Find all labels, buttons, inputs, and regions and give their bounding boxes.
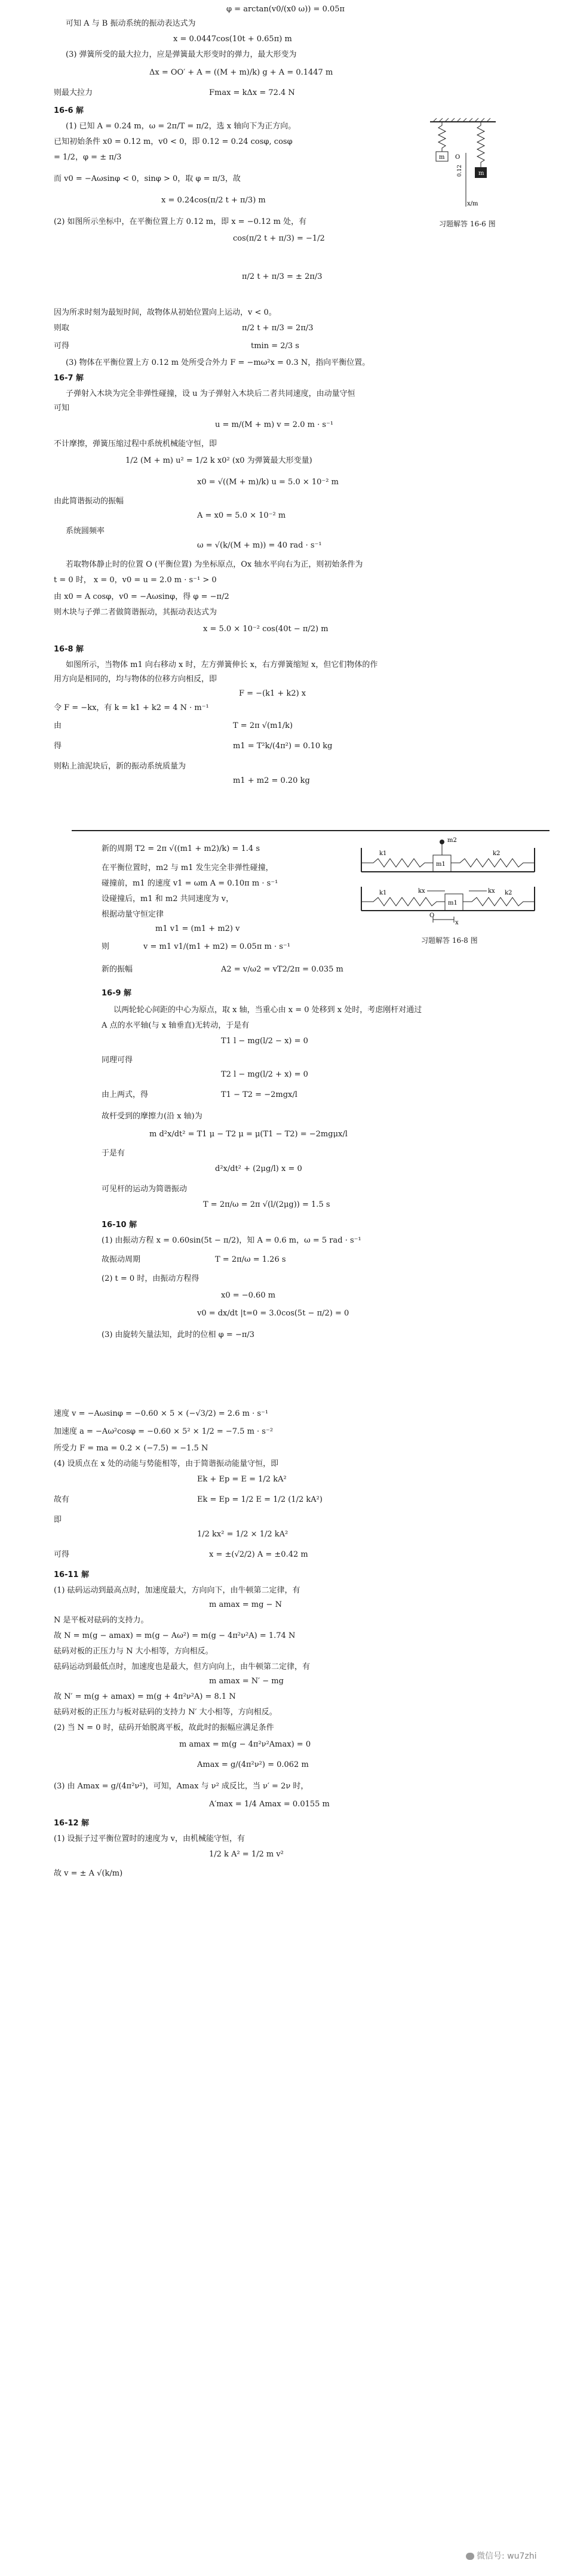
text: N 是平板对砝码的支持力。 xyxy=(54,1616,149,1625)
text: 所受力 F = ma = 0.2 × (−7.5) = −1.5 N xyxy=(54,1444,208,1453)
text: 加速度 a = −Aω²cosφ = −0.60 × 5² × 1/2 = −7.5 m · s⁻² xyxy=(54,1427,274,1436)
text: (3) 物体在平衡位置上方 0.12 m 处所受合外力 F = −mω²x = 0.3 N，指向平衡位置。 xyxy=(66,358,370,367)
page-separator xyxy=(72,830,549,831)
eq: 1/2 kx² = 1/2 × 1/2 kA² xyxy=(197,1530,288,1539)
text: 用方向是相同的，均与物体的位移方向相反，即 xyxy=(54,675,217,684)
eq: T = 2π √(m1/k) xyxy=(233,721,293,730)
origin-label: O xyxy=(455,154,461,161)
text: (3) 由 Amax = g/(4π²ν²)，可知，Amax 与 ν² 成反比，当 ν′ = 2ν 时， xyxy=(54,1782,309,1791)
axis-label: x/m xyxy=(467,201,478,207)
text: 由此简谐振动的振幅 xyxy=(54,497,124,506)
eq: cos(π/2 t + π/3) = −1/2 xyxy=(233,234,325,243)
text: 速度 v = −Aωsinφ = −0.60 × 5 × (−√3/2) = 2.6 m · s⁻¹ xyxy=(54,1409,269,1418)
text: (1) 已知 A = 0.24 m，ω = 2π/T = π/2，选 x 轴向下为正方向。 xyxy=(66,122,296,131)
block-label: m xyxy=(439,154,445,161)
text: 可知 xyxy=(54,404,70,413)
eq: m d²x/dt² = T1 μ − T2 μ = μ(T1 − T2) = −2mgμx/l xyxy=(149,1130,348,1139)
eq: x = 5.0 × 10⁻² cos(40t − π/2) m xyxy=(203,625,329,634)
text: A 点的水平轴(与 x 轴垂直)无转动，于是有 xyxy=(102,1021,250,1030)
eq: Amax = g/(4π²ν²) = 0.062 m xyxy=(197,1760,309,1769)
eq: T = 2π/ω = 2π √(l/(2μg)) = 1.5 s xyxy=(203,1200,330,1209)
text: 不计摩擦，弹簧压缩过程中系统机械能守恒，即 xyxy=(54,439,217,448)
eq: m amax = mg − N xyxy=(209,1600,282,1609)
eq: m1 v1 = (m1 + m2) v xyxy=(155,924,240,933)
text: 根据动量守恒定律 xyxy=(102,910,164,919)
kx-label: kx xyxy=(418,888,425,894)
text: 子弹射入木块为完全非弹性碰撞，设 u 为子弹射入木块后二者共同速度，由动量守恒 xyxy=(66,389,355,398)
text: 于是有 xyxy=(102,1149,125,1158)
x-label: x xyxy=(455,920,459,926)
spring-right xyxy=(477,122,484,167)
block-label: m xyxy=(478,170,484,177)
text: (1) 设振子过平衡位置时的速度为 v，由机械能守恒，有 xyxy=(54,1834,245,1843)
eq: φ = arctan(v0/(x0 ω)) = 0.05π xyxy=(226,5,345,14)
eq: T1 l − mg(l/2 − x) = 0 xyxy=(221,1037,308,1046)
eq: A2 = v/ω2 = vT2/2π = 0.035 m xyxy=(221,965,343,974)
eq: x = 0.0447cos(10t + 0.65π) m xyxy=(173,35,292,44)
problem-heading: 16-7 解 xyxy=(54,374,84,383)
text: 故 N′ = m(g + amax) = m(g + 4π²ν²A) = 8.1 N xyxy=(54,1692,236,1701)
text: (2) t = 0 时，由振动方程得 xyxy=(102,1274,199,1283)
kx-label: kx xyxy=(488,888,495,894)
problem-heading: 16-12 解 xyxy=(54,1819,90,1828)
figure-caption: 习题解答 16-8 图 xyxy=(421,936,478,945)
text: 故杆受到的摩擦力(沿 x 轴)为 xyxy=(102,1112,202,1121)
eq: Δx = OO′ + A = ((M + m)/k) g + A = 0.1447 m xyxy=(149,68,333,77)
k1-label: k1 xyxy=(379,850,387,857)
problem-heading: 16-6 解 xyxy=(54,106,84,115)
eq: 1/2 (M + m) u² = 1/2 k x0² (x0 为弹簧最大形变量) xyxy=(125,456,312,465)
m1-label: m1 xyxy=(436,861,446,868)
eq: m1 + m2 = 0.20 kg xyxy=(233,776,310,785)
eq: v = m1 v1/(m1 + m2) = 0.05π m · s⁻¹ xyxy=(143,942,290,951)
text: 因为所求时刻为最短时间，故物体从初始位置向上运动，v < 0。 xyxy=(54,308,277,317)
m2-label: m2 xyxy=(447,837,457,844)
eq: u = m/(M + m) v = 2.0 m · s⁻¹ xyxy=(215,420,334,429)
eq: m1 = T²k/(4π²) = 0.10 kg xyxy=(233,742,333,751)
text: (1) 由振动方程 x = 0.60sin(5t − π/2)，知 A = 0.6 m，ω = 5 rad · s⁻¹ xyxy=(102,1236,361,1245)
eq: x = 0.24cos(π/2 t + π/3) m xyxy=(161,196,266,205)
text: 设碰撞后，m1 和 m2 共同速度为 v， xyxy=(102,894,234,903)
text: 若取物体静止时的位置 O (平衡位置) 为坐标原点，Ox 轴水平向右为正，则初始条件为 xyxy=(66,560,363,569)
text: 砝码运动到最低点时，加速度也是最大，但方向向上，由牛顿第二定律，有 xyxy=(54,1662,311,1671)
text: 砝码对板的正压力与板对砝码的支持力 N′ 大小相等，方向相反。 xyxy=(54,1708,277,1717)
eq: Ek + Ep = E = 1/2 kA² xyxy=(197,1475,287,1484)
eq: A′max = 1/4 Amax = 0.0155 m xyxy=(209,1800,330,1809)
upper-system xyxy=(361,840,535,872)
text: 同理可得 xyxy=(102,1056,133,1065)
watermark xyxy=(466,2550,537,2562)
text: 在平衡位置时，m2 与 m1 发生完全非弹性碰撞， xyxy=(102,863,274,872)
text: (1) 砝码运动到最高点时，加速度最大，方向向下，由牛顿第二定律，有 xyxy=(54,1586,300,1595)
text: 则 xyxy=(102,942,110,951)
text: 即 xyxy=(54,1516,62,1524)
text: 则最大拉力 xyxy=(54,88,93,97)
figure-16-6 xyxy=(418,117,508,213)
eq: m amax = N′ − mg xyxy=(209,1677,284,1686)
watermark-text: 微信号: wu7zhi xyxy=(477,2552,537,2561)
text: 如图所示，当物体 m1 向右移动 x 时，左方弹簧伸长 x，右方弹簧缩短 x，但它们物体的作 xyxy=(66,660,378,669)
origin-label: O xyxy=(429,912,435,919)
eq: T2 l − mg(l/2 + x) = 0 xyxy=(221,1070,308,1079)
text: 由上两式，得 xyxy=(102,1090,149,1099)
m1-label: m1 xyxy=(448,900,458,906)
text: t = 0 时， x = 0，v0 = u = 2.0 m · s⁻¹ > 0 xyxy=(54,576,217,585)
text: = 1/2，φ = ± π/3 xyxy=(54,153,122,162)
text: 以两轮轮心间距的中心为原点，取 x 轴，当重心由 x = 0 处移到 x 处时，考虑刚杆对通过 xyxy=(113,1006,422,1015)
text: 系统圆频率 xyxy=(66,527,105,536)
k1-label: k1 xyxy=(379,890,387,896)
eq: m amax = m(g − 4π²ν²Amax) = 0 xyxy=(179,1740,311,1749)
eq: π/2 t + π/3 = ± 2π/3 xyxy=(242,272,323,281)
k2-label: k2 xyxy=(505,890,512,896)
spring-left xyxy=(438,122,446,152)
text: 已知初始条件 x0 = 0.12 m，v0 < 0，即 0.12 = 0.24 cosφ, cosφ xyxy=(54,137,293,146)
eq: T = 2π/ω = 1.26 s xyxy=(215,1255,286,1264)
eq: 新的周期 T2 = 2π √((m1 + m2)/k) = 1.4 s xyxy=(102,844,260,853)
eq: A = x0 = 5.0 × 10⁻² m xyxy=(197,511,286,520)
eq: 1/2 k A² = 1/2 m v² xyxy=(209,1850,284,1859)
text: (3) 弹簧所受的最大拉力，应是弹簧最大形变时的弹力，最大形变为 xyxy=(66,50,297,59)
text: 新的振幅 xyxy=(102,965,133,974)
text: 可知 A 与 B 振动系统的振动表达式为 xyxy=(66,19,196,28)
page-gap xyxy=(0,788,571,824)
k2-label: k2 xyxy=(493,850,501,857)
text: 则木块与子弹二者做简谐振动，其振动表达式为 xyxy=(54,608,217,617)
text: 而 v0 = −Aωsinφ < 0，sinφ > 0，取 φ = π/3，故 xyxy=(54,174,241,183)
eq: v0 = dx/dt |t=0 = 3.0cos(5t − π/2) = 0 xyxy=(197,1309,349,1318)
text: 由 x0 = A cosφ，v0 = −Aωsinφ，得 φ = −π/2 xyxy=(54,592,229,601)
text: 由 xyxy=(54,721,62,730)
wechat-icon xyxy=(466,2553,474,2560)
problem-heading: 16-10 解 xyxy=(102,1221,137,1229)
eq: x0 = −0.60 m xyxy=(221,1291,276,1300)
eq: Ek = Ep = 1/2 E = 1/2 (1/2 kA²) xyxy=(197,1495,323,1504)
page-gap xyxy=(0,1350,571,1385)
figure-caption: 习题解答 16-6 图 xyxy=(439,220,496,228)
problem-heading: 16-11 解 xyxy=(54,1570,90,1579)
eq: Fmax = kΔx = 72.4 N xyxy=(209,88,295,97)
eq: F = −(k1 + k2) x xyxy=(239,689,306,698)
text: 则粘上油泥块后，新的振动系统质量为 xyxy=(54,762,186,771)
text: 故 v = ± A √(k/m) xyxy=(54,1869,123,1878)
figure-16-8 xyxy=(355,836,547,926)
text: 砝码对板的正压力与 N 大小相等，方向相反。 xyxy=(54,1647,213,1656)
text: (4) 设质点在 x 处的动能与势能相等，由于简谐振动能量守恒，即 xyxy=(54,1459,279,1468)
eq: tmin = 2/3 s xyxy=(251,342,299,351)
eq: T1 − T2 = −2mgx/l xyxy=(221,1090,297,1099)
text: 可见杆的运动为简谐振动 xyxy=(102,1185,188,1194)
text: (3) 由旋转矢量法知，此时的位相 φ = −π/3 xyxy=(102,1330,255,1339)
eq: π/2 t + π/3 = 2π/3 xyxy=(242,324,314,333)
text: 碰撞前，m1 的速度 v1 = ωm A = 0.10π m · s⁻¹ xyxy=(102,879,278,888)
text: 可得 xyxy=(54,342,70,351)
text: 故振动周期 xyxy=(102,1255,141,1264)
eq: ω = √(k/(M + m)) = 40 rad · s⁻¹ xyxy=(197,541,322,550)
text: 可得 xyxy=(54,1550,70,1559)
eq: x = ±(√2/2) A = ±0.42 m xyxy=(209,1550,308,1559)
eq: x0 = √((M + m)/k) u = 5.0 × 10⁻² m xyxy=(197,478,339,487)
text: 则取 xyxy=(54,324,70,333)
text: 得 xyxy=(54,742,62,751)
text: (2) 当 N = 0 时，砝码开始脱离平板，故此时的振幅应满足条件 xyxy=(54,1723,274,1732)
text: (2) 如图所示坐标中，在平衡位置上方 0.12 m，即 x = −0.12 m 处，有 xyxy=(54,217,307,226)
eq: d²x/dt² + (2μg/l) x = 0 xyxy=(215,1164,302,1173)
dim-label: 0.12 xyxy=(457,164,463,177)
problem-heading: 16-9 解 xyxy=(102,989,132,998)
problem-heading: 16-8 解 xyxy=(54,645,84,654)
text: 令 F = −kx，有 k = k1 + k2 = 4 N · m⁻¹ xyxy=(54,703,209,712)
text: 故有 xyxy=(54,1495,70,1504)
text: 故 N = m(g − amax) = m(g − Aω²) = m(g − 4π²ν²A) = 1.74 N xyxy=(54,1631,296,1640)
